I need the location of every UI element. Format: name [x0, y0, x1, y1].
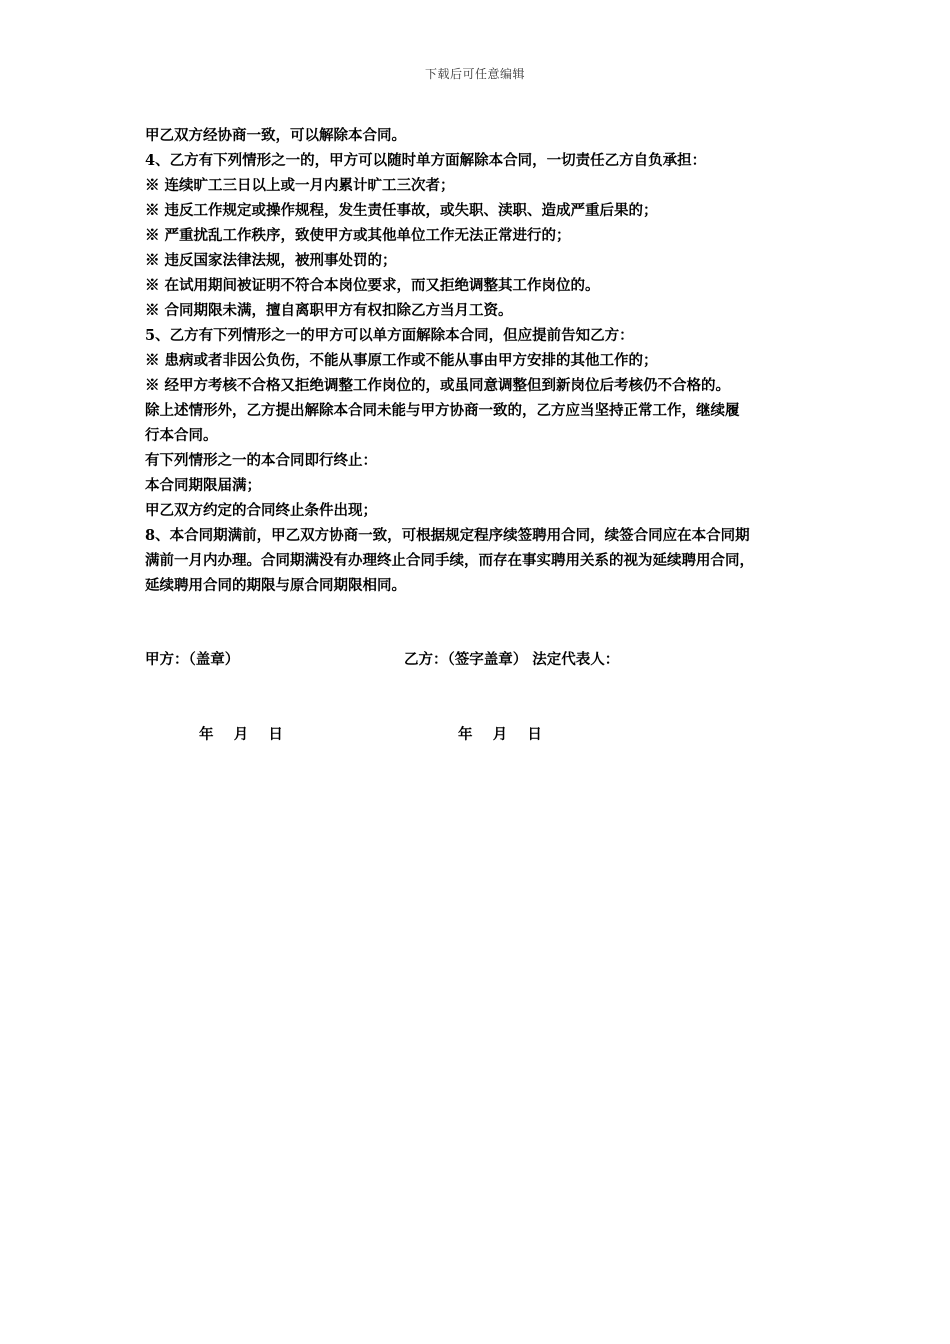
clause-4-item: ※ 合同期限未满，擅自离职甲方有权扣除乙方当月工资。 — [145, 302, 513, 319]
clause-4-item: ※ 违反工作规定或操作规程，发生责任事故，或失职、渎职、造成严重后果的； — [145, 202, 658, 219]
body-line: 行本合同。 — [145, 427, 218, 444]
termination-item: 本合同期限届满； — [145, 477, 261, 494]
termination-heading: 有下列情形之一的本合同即行终止： — [145, 452, 377, 469]
clause-8-line: 满前一月内办理。合同期满没有办理终止合同手续，而存在事实聘用关系的视为延续聘用合同， — [145, 552, 754, 569]
clause-8-line: 8、本合同期满前，甲乙双方协商一致，可根据规定程序续签聘用合同，续签合同应在本合同期 — [145, 527, 750, 544]
body-line: 甲乙双方经协商一致，可以解除本合同。 — [145, 127, 406, 144]
party-b-signature: 乙方：（签字盖章） 法定代表人： — [404, 651, 620, 668]
body-line: 除上述情形外，乙方提出解除本合同未能与甲方协商一致的，乙方应当坚持正常工作，继续履 — [145, 402, 740, 419]
party-a-signature: 甲方：（盖章） — [145, 651, 240, 668]
header-note: 下载后可任意编辑 — [424, 67, 525, 81]
party-b-date: 年 月 日 — [458, 726, 542, 743]
contract-body — [145, 123, 825, 598]
clause-4-item: ※ 违反国家法律法规，被刑事处罚的； — [145, 252, 397, 269]
clause-5-item: ※ 患病或者非因公负伤，不能从事原工作或不能从事由甲方安排的其他工作的； — [145, 352, 658, 369]
clause-4-item: ※ 连续旷工三日以上或一月内累计旷工三次者； — [145, 177, 455, 194]
clause-5-heading: 5、乙方有下列情形之一的甲方可以单方面解除本合同，但应提前告知乙方： — [145, 327, 634, 344]
clause-4-item: ※ 严重扰乱工作秩序，致使甲方或其他单位工作无法正常进行的； — [145, 227, 571, 244]
termination-item: 甲乙双方约定的合同终止条件出现； — [145, 502, 377, 519]
clause-4-item: ※ 在试用期间被证明不符合本岗位要求，而又拒绝调整其工作岗位的。 — [145, 277, 600, 294]
clause-8-line: 延续聘用合同的期限与原合同期限相同。 — [145, 577, 406, 594]
clause-5-item: ※ 经甲方考核不合格又拒绝调整工作岗位的，或虽同意调整但到新岗位后考核仍不合格的。 — [145, 377, 731, 394]
party-a-date: 年 月 日 — [199, 726, 283, 743]
clause-4-heading: 4、乙方有下列情形之一的，甲方可以随时单方面解除本合同，一切责任乙方自负承担： — [145, 152, 707, 169]
